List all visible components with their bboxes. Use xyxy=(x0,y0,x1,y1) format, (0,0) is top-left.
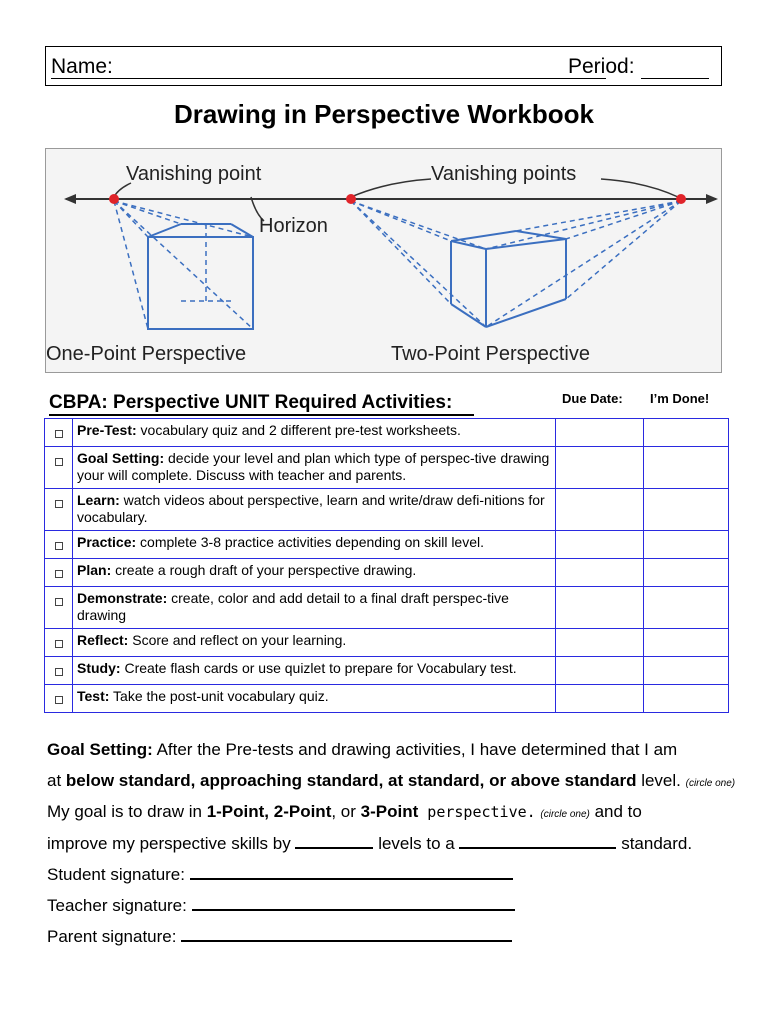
goal-line3-e: perspective. xyxy=(418,803,536,821)
table-row xyxy=(45,629,729,657)
activity-label: Study: xyxy=(77,660,121,676)
goal-line3-a: My goal is to draw in xyxy=(47,802,207,821)
done-cell[interactable] xyxy=(644,629,729,657)
due-date-cell[interactable] xyxy=(556,587,644,629)
horizon-label: Horizon xyxy=(259,215,328,237)
activity-label: Pre-Test: xyxy=(77,422,137,438)
activity-text: Take the post-unit vocabulary quiz. xyxy=(109,688,329,704)
activity-text: Create flash cards or use quizlet to prepare for Vocabulary test. xyxy=(120,660,517,676)
table-row xyxy=(45,419,729,447)
activity-cell xyxy=(73,587,556,629)
activity-cell xyxy=(73,629,556,657)
activity-cell xyxy=(73,657,556,685)
table-row xyxy=(45,489,729,531)
activity-label: Plan: xyxy=(77,562,112,578)
activity-label: Reflect: xyxy=(77,632,129,648)
goal-lead: Goal Setting: xyxy=(47,740,153,759)
done-cell[interactable] xyxy=(644,587,729,629)
checkbox-icon[interactable] xyxy=(45,685,73,713)
due-date-cell[interactable] xyxy=(556,419,644,447)
activity-cell xyxy=(73,489,556,531)
done-cell[interactable] xyxy=(644,419,729,447)
done-cell[interactable] xyxy=(644,657,729,685)
activities-table xyxy=(44,418,729,713)
activity-cell xyxy=(73,685,556,713)
goal-line4-c: standard. xyxy=(616,834,693,853)
due-date-cell[interactable] xyxy=(556,489,644,531)
table-row xyxy=(45,685,729,713)
due-date-cell[interactable] xyxy=(556,657,644,685)
circle-one-note: (circle one) xyxy=(685,778,736,789)
checkbox-icon[interactable] xyxy=(45,657,73,685)
table-row xyxy=(45,531,729,559)
name-line[interactable] xyxy=(51,78,606,79)
period-line[interactable] xyxy=(641,78,709,79)
due-date-cell[interactable] xyxy=(556,447,644,489)
standard-blank[interactable] xyxy=(459,831,616,849)
page-title: Drawing in Perspective Workbook xyxy=(174,99,594,129)
student-signature-line[interactable] xyxy=(190,862,513,880)
checkbox-icon[interactable] xyxy=(45,587,73,629)
student-signature-label: Student signature: xyxy=(47,865,185,884)
checkbox-icon[interactable] xyxy=(45,629,73,657)
perspective-figure xyxy=(45,148,722,373)
activity-label: Test: xyxy=(77,688,110,704)
done-cell[interactable] xyxy=(644,559,729,587)
due-date-cell[interactable] xyxy=(556,629,644,657)
circle-one-note-2: (circle one) xyxy=(540,809,590,820)
activity-cell xyxy=(73,559,556,587)
done-cell[interactable] xyxy=(644,531,729,559)
table-row xyxy=(45,559,729,587)
standard-options[interactable]: below standard, approaching standard, at standard, or above standard xyxy=(65,771,637,790)
section-heading: CBPA: Perspective UNIT Required Activities: xyxy=(49,392,453,413)
vanishing-points-label: Vanishing points xyxy=(431,163,577,185)
period-label: Period: xyxy=(568,55,635,78)
teacher-signature-line[interactable] xyxy=(192,893,515,911)
due-date-cell[interactable] xyxy=(556,685,644,713)
activity-text: create a rough draft of your perspective drawing. xyxy=(111,562,417,578)
table-row xyxy=(45,587,729,629)
goal-line3-f: and to xyxy=(589,802,642,821)
checkbox-icon[interactable] xyxy=(45,531,73,559)
parent-signature-line[interactable] xyxy=(181,924,512,942)
done-cell[interactable] xyxy=(644,685,729,713)
activity-label: Demonstrate: xyxy=(77,590,168,606)
goal-line2-pre: at xyxy=(47,771,66,790)
checkbox-icon[interactable] xyxy=(45,489,73,531)
goal-line2-post: level. xyxy=(636,771,681,790)
activity-text: vocabulary quiz and 2 different pre-test worksheets. xyxy=(136,422,461,438)
activity-cell xyxy=(73,447,556,489)
activity-text: complete 3-8 practice activities depending on skill level. xyxy=(136,534,485,550)
name-period-box xyxy=(45,46,722,86)
done-cell[interactable] xyxy=(644,489,729,531)
parent-signature-label: Parent signature: xyxy=(47,927,177,946)
teacher-signature-label: Teacher signature: xyxy=(47,896,187,915)
point-options[interactable]: 1-Point, 2-Point xyxy=(206,802,332,821)
activity-text: Score and reflect on your learning. xyxy=(128,632,347,648)
goal-line4-b: levels to a xyxy=(373,834,460,853)
due-date-cell[interactable] xyxy=(556,559,644,587)
levels-blank[interactable] xyxy=(295,831,373,849)
vanishing-point-label: Vanishing point xyxy=(126,163,262,185)
checkbox-icon[interactable] xyxy=(45,559,73,587)
two-point-caption: Two-Point Perspective xyxy=(391,343,590,365)
activity-text: decide your level and plan which type of perspec-tive drawing your will complete. Discuss with teacher and parents. xyxy=(77,450,550,483)
table-row xyxy=(45,447,729,489)
goal-line1: After the Pre-tests and drawing activities, I have determined that I am xyxy=(152,740,678,759)
activity-label: Goal Setting: xyxy=(77,450,165,466)
activity-cell xyxy=(73,419,556,447)
one-point-caption: One-Point Perspective xyxy=(46,343,247,365)
done-cell[interactable] xyxy=(644,447,729,489)
due-date-cell[interactable] xyxy=(556,531,644,559)
activity-label: Learn: xyxy=(77,492,120,508)
activity-label: Practice: xyxy=(77,534,137,550)
three-point-option[interactable]: 3-Point xyxy=(360,802,419,821)
name-label: Name: xyxy=(51,55,113,78)
checkbox-icon[interactable] xyxy=(45,419,73,447)
due-date-header: Due Date: xyxy=(562,391,623,406)
table-row xyxy=(45,657,729,685)
goal-line3-c: , or xyxy=(331,802,361,821)
section-heading-underline xyxy=(49,414,474,416)
activity-text: watch videos about perspective, learn and write/draw defi-nitions for vocabulary. xyxy=(77,492,545,525)
checkbox-icon[interactable] xyxy=(45,447,73,489)
goal-setting-section xyxy=(47,738,737,955)
activity-cell xyxy=(73,531,556,559)
activity-text: create, color and add detail to a final draft perspec-tive drawing xyxy=(77,590,509,623)
done-header: I’m Done! xyxy=(650,391,710,406)
goal-line4-a: improve my perspective skills by xyxy=(47,834,296,853)
